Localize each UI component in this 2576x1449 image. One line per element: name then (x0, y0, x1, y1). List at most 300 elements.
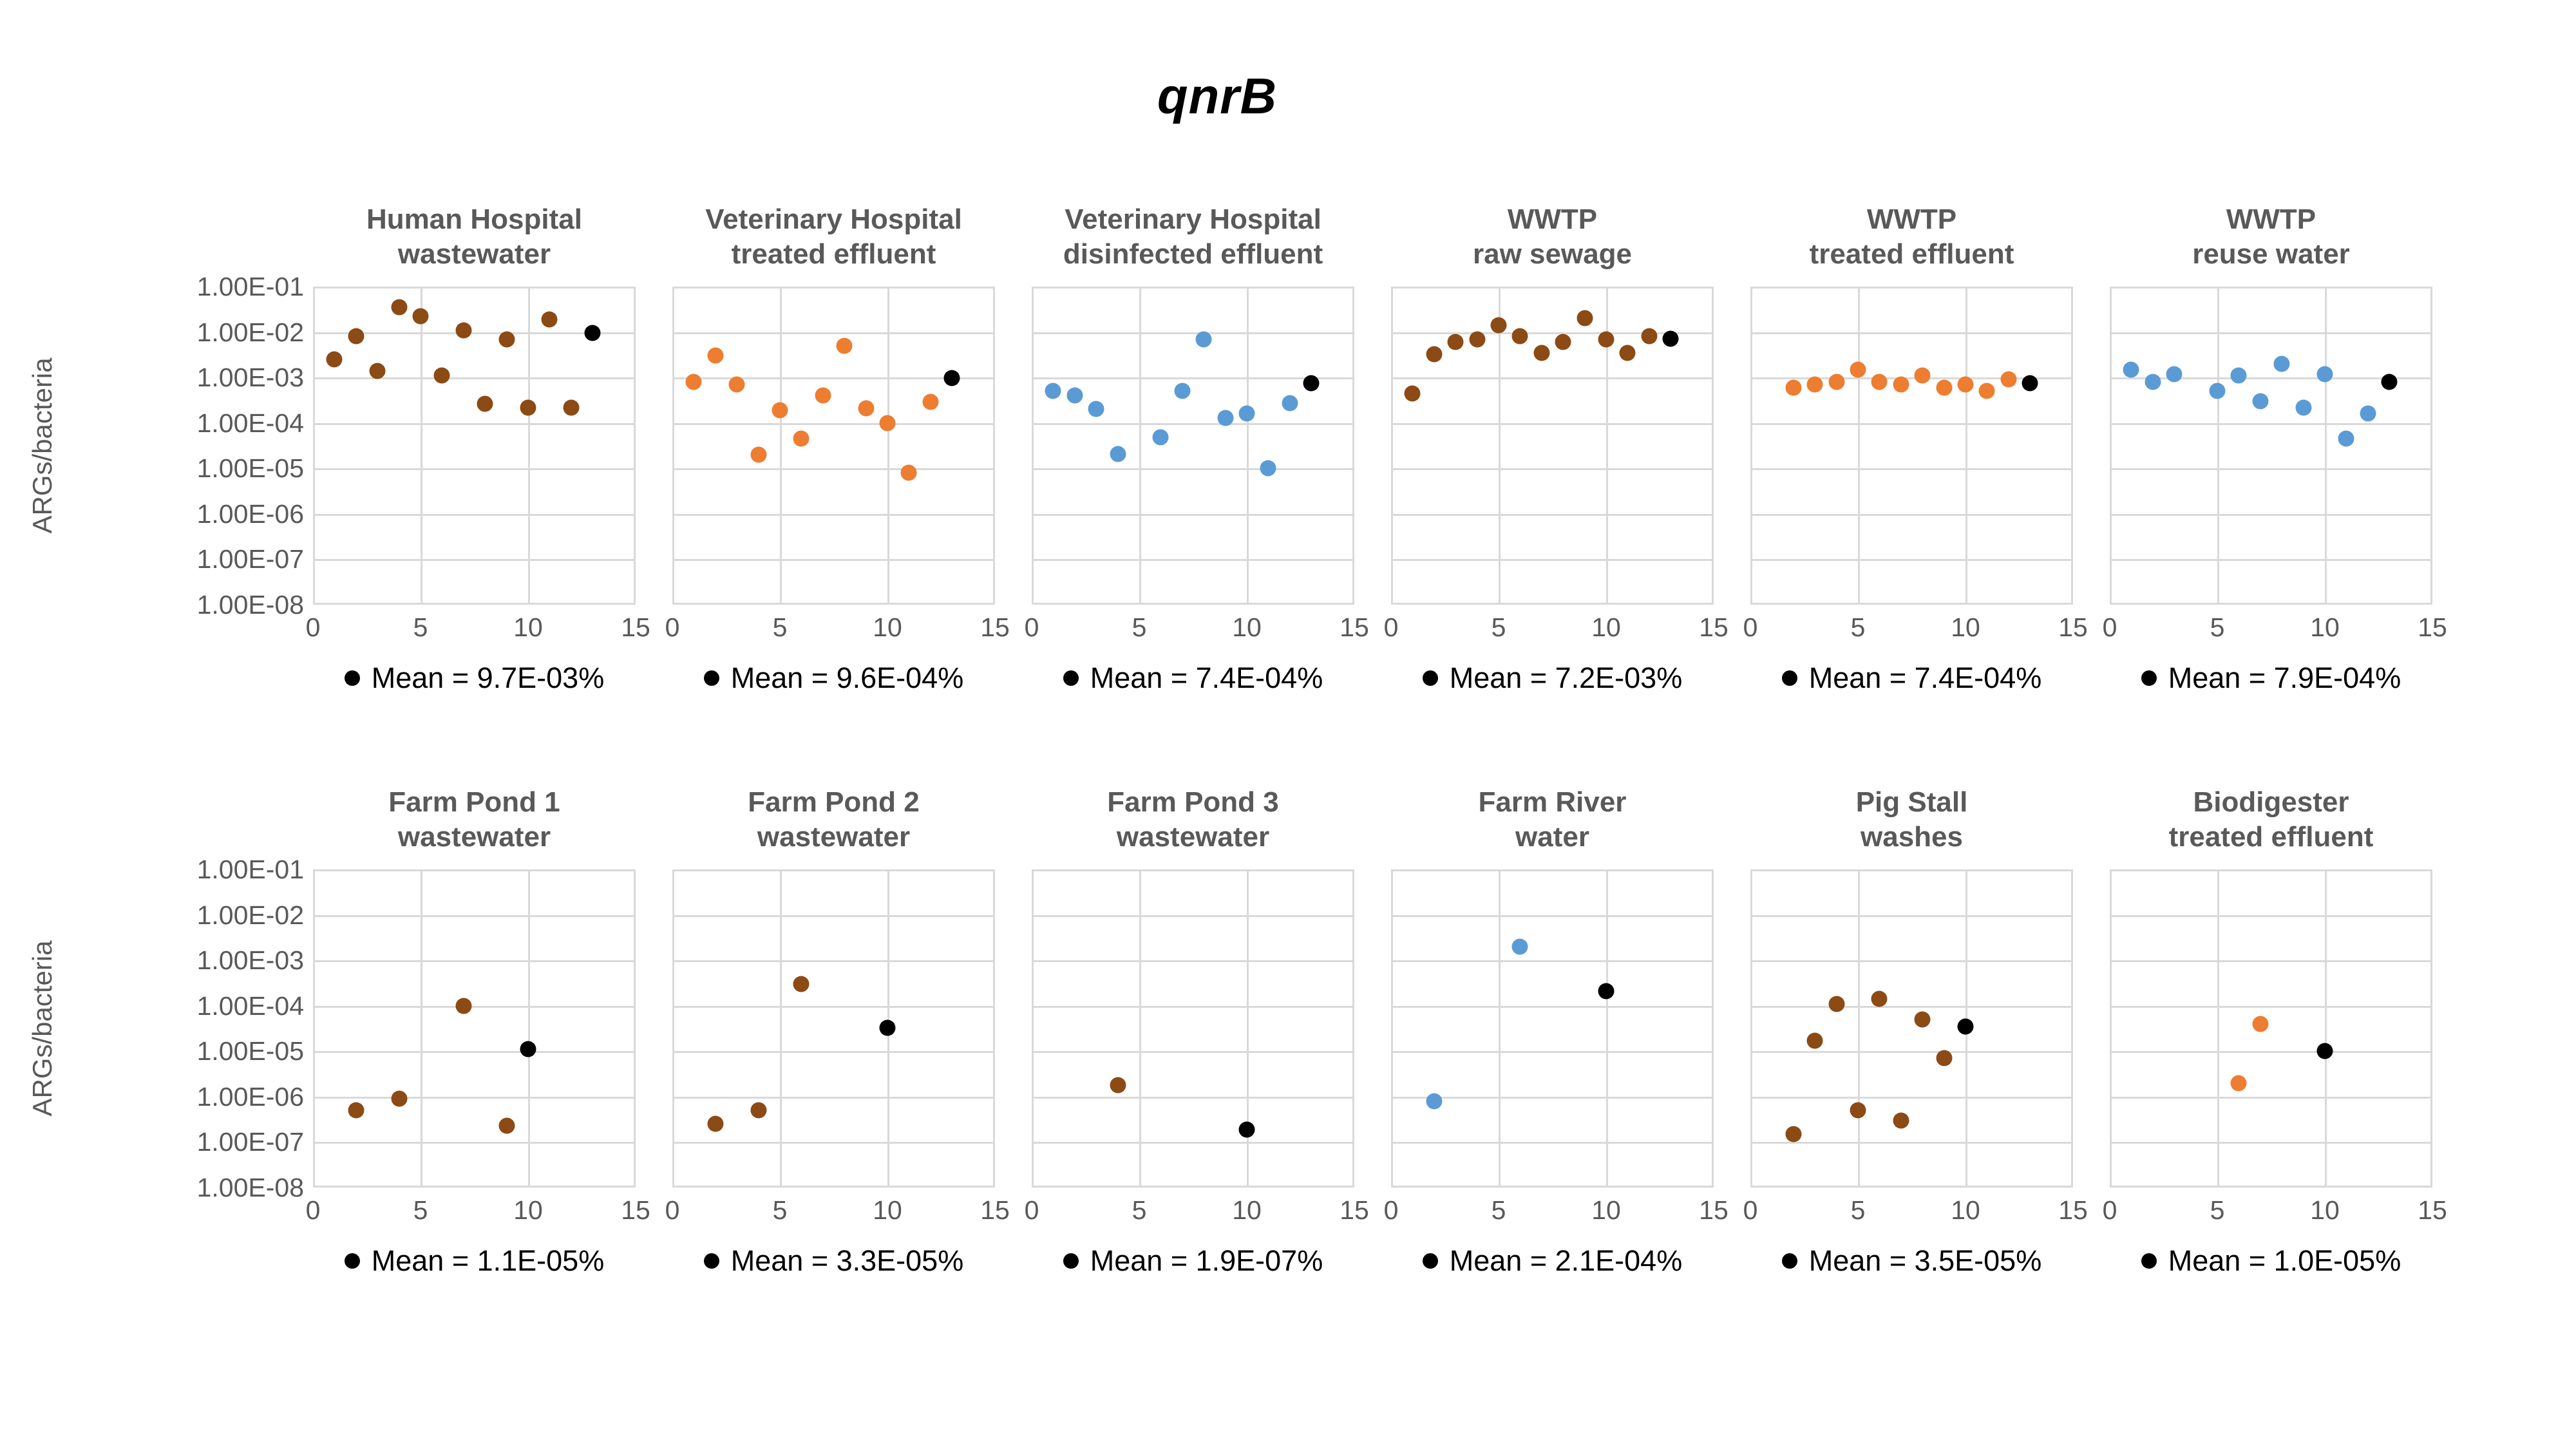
x-tick-label: 0 (305, 612, 321, 642)
plot-area (1032, 287, 1354, 605)
mean-point (1958, 1018, 1974, 1034)
x-tick-label: 0 (2102, 1195, 2117, 1225)
panel-title (672, 776, 995, 869)
data-point (2252, 393, 2268, 410)
gridline-v (993, 869, 995, 1188)
gridline-h (1032, 915, 1354, 917)
mean-label: Mean = 7.4E-04% (1090, 661, 1323, 694)
data-point (1217, 410, 1233, 426)
plot-area (1032, 869, 1354, 1188)
x-tick-label: 15 (2058, 1195, 2088, 1225)
y-tick-label: 1.00E-08 (196, 1173, 304, 1202)
x-tick-label: 10 (2310, 1195, 2340, 1225)
x-tick-label: 0 (1743, 1195, 1758, 1225)
mean-dot-icon (1423, 670, 1438, 686)
data-point (922, 394, 938, 410)
x-tick-label: 10 (1232, 612, 1262, 642)
mean-label: Mean = 9.6E-04% (730, 661, 964, 694)
panel-title-line2: treated effluent (2168, 821, 2374, 853)
gridline-v (1499, 869, 1501, 1188)
y-tick-label: 1.00E-05 (196, 1036, 304, 1066)
x-tick-label: 10 (513, 1195, 543, 1225)
data-point (455, 322, 471, 338)
y-tick-label: 1.00E-07 (196, 544, 304, 574)
panel-title-line1: Veterinary Hospital (705, 204, 962, 235)
plot-area (2110, 287, 2432, 605)
mean-point (944, 370, 960, 386)
panel-title-line2: water (1515, 821, 1589, 853)
x-axis-tick-labels (1024, 1188, 1369, 1227)
panel-title-line2: treated effluent (1809, 238, 2014, 270)
panel-title-line1: Human Hospital (366, 204, 582, 235)
gridline-h (313, 1006, 636, 1008)
data-point (901, 465, 917, 481)
gridline-v (1858, 869, 1860, 1188)
gridline-v (1606, 869, 1608, 1188)
panel-title-line1: Veterinary Hospital (1065, 204, 1321, 235)
gridline-h (313, 287, 636, 289)
gridline-h (313, 960, 636, 962)
plot-area (672, 287, 995, 605)
data-point (1405, 385, 1421, 401)
gridline-v (2110, 869, 2112, 1188)
data-point (1807, 1033, 1823, 1049)
gridline-h (672, 869, 995, 871)
x-tick-label: 10 (1591, 1195, 1621, 1225)
data-point (1936, 1050, 1952, 1066)
panel-title-line1: WWTP (1866, 204, 1957, 235)
data-point (1850, 1103, 1866, 1119)
gridline-h (1032, 1142, 1354, 1144)
gridline-h (1032, 960, 1354, 962)
gridline-h (313, 1142, 636, 1144)
gridline-h (1032, 559, 1354, 561)
chart-panel (1743, 776, 2088, 1278)
panel-title-line2: wastewater (397, 238, 551, 270)
x-tick-label: 5 (1850, 1195, 1866, 1225)
gridline-h (1032, 423, 1354, 425)
data-point (370, 363, 386, 379)
mean-dot-icon (1423, 1253, 1438, 1269)
data-point (1828, 374, 1844, 390)
gridline-v (1499, 287, 1501, 605)
gridline-h (1032, 869, 1354, 871)
mean-dot-icon (1782, 670, 1797, 686)
panel-title-line1: Farm Pond 3 (1107, 786, 1279, 818)
data-point (455, 998, 471, 1014)
mean-dot-icon (2141, 1253, 2157, 1269)
mean-legend (313, 661, 636, 695)
gridline-v (1139, 287, 1141, 605)
x-axis-tick-labels (1024, 605, 1369, 645)
y-axis-gutter (0, 776, 313, 1278)
data-point (1936, 379, 1952, 395)
gridline-h (313, 514, 636, 516)
mean-point (2022, 375, 2038, 392)
gridline-v (2325, 287, 2327, 605)
gridline-h (672, 287, 995, 289)
data-point (1196, 331, 1212, 347)
panel-title (1391, 193, 1714, 287)
panel-title-line2: reuse water (2192, 238, 2350, 270)
data-point (1174, 383, 1190, 399)
chart-panel (305, 193, 650, 695)
gridline-v (1032, 287, 1034, 605)
panel-title-line2: raw sewage (1472, 238, 1633, 270)
plot-area (1391, 287, 1714, 605)
x-tick-label: 10 (1591, 612, 1621, 642)
gridline-v (1247, 287, 1249, 605)
data-point (1469, 331, 1485, 347)
y-tick-label: 1.00E-03 (196, 945, 304, 976)
gridline-v (1032, 869, 1034, 1188)
gridline-h (1750, 1142, 2073, 1144)
mean-dot-icon (345, 670, 360, 686)
mean-point (1598, 983, 1615, 999)
data-point (391, 1091, 407, 1107)
chart-panel (1024, 193, 1369, 695)
gridline-v (528, 869, 530, 1188)
data-point (2295, 399, 2311, 415)
panel-title-line1: Farm Pond 2 (748, 786, 920, 818)
figure-title: qnrB (1157, 68, 1277, 124)
mean-dot-icon (704, 1253, 719, 1269)
x-tick-label: 0 (665, 612, 680, 642)
data-point (1871, 374, 1888, 390)
data-point (1785, 1126, 1801, 1142)
y-tick-label: 1.00E-04 (196, 408, 304, 438)
panel-title (1032, 776, 1354, 869)
gridline-v (421, 869, 422, 1188)
data-point (477, 396, 493, 412)
gridline-v (1750, 869, 1752, 1188)
data-point (793, 976, 810, 992)
panel-title (313, 776, 636, 869)
chart-row (0, 776, 2469, 1278)
gridline-h (2110, 332, 2432, 334)
mean-point (520, 1041, 536, 1057)
gridline-v (2110, 287, 2112, 605)
x-tick-label: 5 (1132, 1195, 1147, 1225)
chart-panel (1743, 193, 2088, 695)
panel-title (1032, 193, 1354, 287)
gridline-h (1032, 1006, 1354, 1008)
gridline-v (1712, 869, 1714, 1188)
gridline-h (2110, 468, 2432, 470)
mean-label: Mean = 9.7E-03% (371, 661, 605, 694)
data-point (1260, 460, 1276, 477)
gridline-v (1352, 287, 1354, 605)
gridline-v (887, 287, 889, 605)
mean-legend (1032, 661, 1354, 695)
mean-dot-icon (1063, 670, 1079, 686)
data-point (1850, 361, 1866, 377)
x-tick-label: 5 (1850, 612, 1866, 642)
x-tick-label: 0 (1383, 1195, 1399, 1225)
gridline-h (1391, 1142, 1714, 1144)
data-point (2166, 366, 2183, 382)
gridline-v (1391, 869, 1393, 1188)
x-tick-label: 10 (1951, 1195, 1980, 1225)
gridline-h (1391, 377, 1714, 379)
gridline-v (2430, 287, 2432, 605)
panel-title (1750, 776, 2073, 869)
gridline-h (1750, 1051, 2073, 1053)
panel-title (2110, 193, 2432, 287)
plot-area (2110, 869, 2432, 1188)
mean-label: Mean = 2.1E-04% (1449, 1244, 1683, 1277)
gridline-v (2217, 287, 2219, 605)
x-tick-label: 5 (2210, 1195, 2225, 1225)
gridline-h (2110, 514, 2432, 516)
data-point (1282, 395, 1298, 412)
data-point (1448, 334, 1464, 350)
gridline-h (313, 468, 636, 470)
mean-dot-icon (1063, 1253, 1079, 1269)
gridline-h (1750, 332, 2073, 334)
gridline-v (2071, 869, 2073, 1188)
y-axis-tick-labels (98, 855, 304, 1202)
gridline-h (1391, 1051, 1714, 1053)
gridline-h (1032, 287, 1354, 289)
gridline-v (1391, 287, 1393, 605)
data-point (2317, 366, 2333, 382)
data-point (413, 308, 429, 325)
gridline-h (1750, 514, 2073, 516)
gridline-h (672, 960, 995, 962)
x-tick-label: 15 (621, 612, 650, 642)
gridline-h (1032, 1097, 1354, 1099)
gridline-h (2110, 1051, 2432, 1053)
plot-area (313, 869, 636, 1188)
panel-title-line1: WWTP (1507, 204, 1598, 235)
gridline-v (1247, 869, 1249, 1188)
gridline-h (1391, 1006, 1714, 1008)
mean-legend (313, 1244, 636, 1278)
chart-panel (1024, 776, 1369, 1278)
data-point (1512, 328, 1528, 345)
x-tick-label: 5 (413, 612, 428, 642)
plot-area (672, 869, 995, 1188)
panel-title-line1: Farm Pond 1 (388, 786, 560, 818)
panel-title (313, 193, 636, 287)
chart-panel (1383, 776, 1728, 1278)
x-tick-label: 0 (1743, 612, 1758, 642)
plot-area (313, 287, 636, 605)
gridline-v (1858, 287, 1860, 605)
data-point (1598, 331, 1615, 347)
mean-dot-icon (2141, 670, 2157, 686)
chart-panel (665, 776, 1010, 1278)
data-point (2231, 1075, 2247, 1091)
data-point (1491, 317, 1507, 334)
data-point (1066, 388, 1083, 404)
data-point (1512, 938, 1528, 954)
gridline-v (634, 287, 636, 605)
data-point (707, 348, 723, 364)
gridline-h (313, 1097, 636, 1099)
mean-legend (1391, 1244, 1714, 1278)
data-point (498, 1117, 515, 1133)
chart-panel (665, 193, 1010, 695)
panel-title-line1: Farm River (1478, 786, 1627, 818)
x-tick-label: 5 (772, 1195, 788, 1225)
plot-area (1750, 869, 2073, 1188)
x-tick-label: 5 (1491, 612, 1506, 642)
data-point (1620, 345, 1636, 361)
mean-point (880, 1019, 896, 1036)
panel-title (672, 193, 995, 287)
gridline-v (780, 869, 782, 1188)
gridline-h (2110, 1097, 2432, 1099)
x-axis-tick-labels (665, 605, 1010, 645)
chart-panel (1383, 193, 1728, 695)
gridline-v (313, 287, 315, 605)
data-point (391, 299, 407, 316)
panel-title (2110, 776, 2432, 869)
data-point (2000, 372, 2016, 388)
data-point (793, 430, 810, 446)
x-tick-label: 5 (772, 612, 788, 642)
gridline-h (2110, 869, 2432, 871)
x-axis-tick-labels (1743, 605, 2088, 645)
data-point (858, 400, 874, 416)
data-point (1979, 383, 1995, 399)
x-tick-label: 0 (665, 1195, 680, 1225)
x-tick-label: 10 (2310, 612, 2340, 642)
x-tick-label: 5 (1132, 612, 1147, 642)
gridline-v (672, 287, 674, 605)
data-point (2252, 1016, 2268, 1032)
data-point (729, 377, 745, 393)
x-tick-label: 10 (513, 612, 543, 642)
mean-legend (1391, 661, 1714, 695)
gridline-h (1032, 1051, 1354, 1053)
plot-area (1750, 287, 2073, 605)
mean-label: Mean = 1.9E-07% (1090, 1244, 1323, 1277)
data-point (1893, 1112, 1909, 1128)
x-tick-label: 5 (2210, 612, 2225, 642)
data-point (1641, 328, 1657, 345)
data-point (1871, 991, 1888, 1007)
x-axis-tick-labels (1383, 605, 1728, 645)
data-point (498, 331, 515, 347)
gridline-v (2325, 869, 2327, 1188)
data-point (2338, 430, 2354, 446)
mean-label: Mean = 3.3E-05% (730, 1244, 964, 1277)
gridline-h (672, 468, 995, 470)
gridline-h (1750, 423, 2073, 425)
data-point (1915, 368, 1931, 384)
gridline-v (1750, 287, 1752, 605)
gridline-h (1391, 915, 1714, 917)
x-axis-tick-labels (1743, 1188, 2088, 1227)
mean-legend (2110, 661, 2432, 695)
x-tick-label: 15 (1699, 1195, 1728, 1225)
gridline-h (672, 1006, 995, 1008)
x-tick-label: 15 (1340, 612, 1369, 642)
x-tick-label: 0 (2102, 612, 2117, 642)
panel-title-line2: disinfected effluent (1063, 238, 1323, 270)
gridline-v (672, 869, 674, 1188)
gridline-v (2217, 869, 2219, 1188)
mean-point (1663, 330, 1679, 346)
data-point (434, 368, 450, 384)
chart-panel (2102, 776, 2447, 1278)
data-point (707, 1116, 723, 1132)
mean-label: Mean = 7.9E-04% (2168, 661, 2401, 694)
x-axis-tick-labels (2102, 605, 2447, 645)
panel-title-line2: wastewater (397, 821, 551, 853)
data-point (686, 374, 702, 390)
data-point (1555, 334, 1571, 350)
data-point (348, 1103, 364, 1119)
y-tick-label: 1.00E-02 (196, 317, 304, 347)
gridline-v (2071, 287, 2073, 605)
mean-legend (1750, 1244, 2073, 1278)
gridline-v (528, 287, 530, 605)
data-point (1785, 379, 1801, 395)
gridline-v (1965, 287, 1967, 605)
y-axis-title: ARGs/bacteria (27, 357, 57, 534)
mean-legend (672, 1244, 995, 1278)
y-tick-label: 1.00E-02 (196, 900, 304, 930)
gridline-h (672, 332, 995, 334)
gridline-h (2110, 423, 2432, 425)
panel-title-line1: WWTP (2226, 204, 2316, 235)
y-tick-label: 1.00E-01 (196, 855, 304, 884)
x-tick-label: 0 (1024, 1195, 1039, 1225)
gridline-h (1032, 332, 1354, 334)
data-point (750, 1103, 766, 1119)
gridline-h (313, 559, 636, 561)
data-point (1577, 310, 1593, 327)
panel-title (1391, 776, 1714, 869)
gridline-h (313, 1051, 636, 1053)
y-tick-label: 1.00E-08 (196, 590, 304, 620)
gridline-v (1712, 287, 1714, 605)
x-tick-label: 0 (1383, 612, 1399, 642)
panel-title-line1: Biodigester (2193, 786, 2349, 818)
gridline-h (313, 423, 636, 425)
gridline-h (1750, 1097, 2073, 1099)
data-point (563, 399, 579, 415)
gridline-h (672, 1097, 995, 1099)
mean-legend (672, 661, 995, 695)
data-point (1807, 377, 1823, 393)
mean-point (2317, 1043, 2333, 1059)
data-point (2210, 383, 2226, 399)
x-tick-label: 10 (873, 1195, 902, 1225)
plot-area (1391, 869, 1714, 1188)
data-point (1426, 346, 1442, 363)
mean-dot-icon (704, 670, 719, 686)
data-point (880, 415, 896, 431)
y-axis-gutter (0, 193, 313, 695)
gridline-h (672, 915, 995, 917)
data-point (2274, 355, 2290, 372)
gridline-h (1750, 559, 2073, 561)
x-axis-tick-labels (665, 1188, 1010, 1227)
data-point (2231, 368, 2247, 384)
x-axis-tick-labels (2102, 1188, 2447, 1227)
data-point (1153, 430, 1169, 446)
mean-legend (2110, 1244, 2432, 1278)
gridline-h (313, 915, 636, 917)
y-tick-label: 1.00E-04 (196, 990, 304, 1021)
panel-title-line2: treated effluent (731, 238, 936, 270)
mean-label: Mean = 1.1E-05% (371, 1244, 605, 1277)
